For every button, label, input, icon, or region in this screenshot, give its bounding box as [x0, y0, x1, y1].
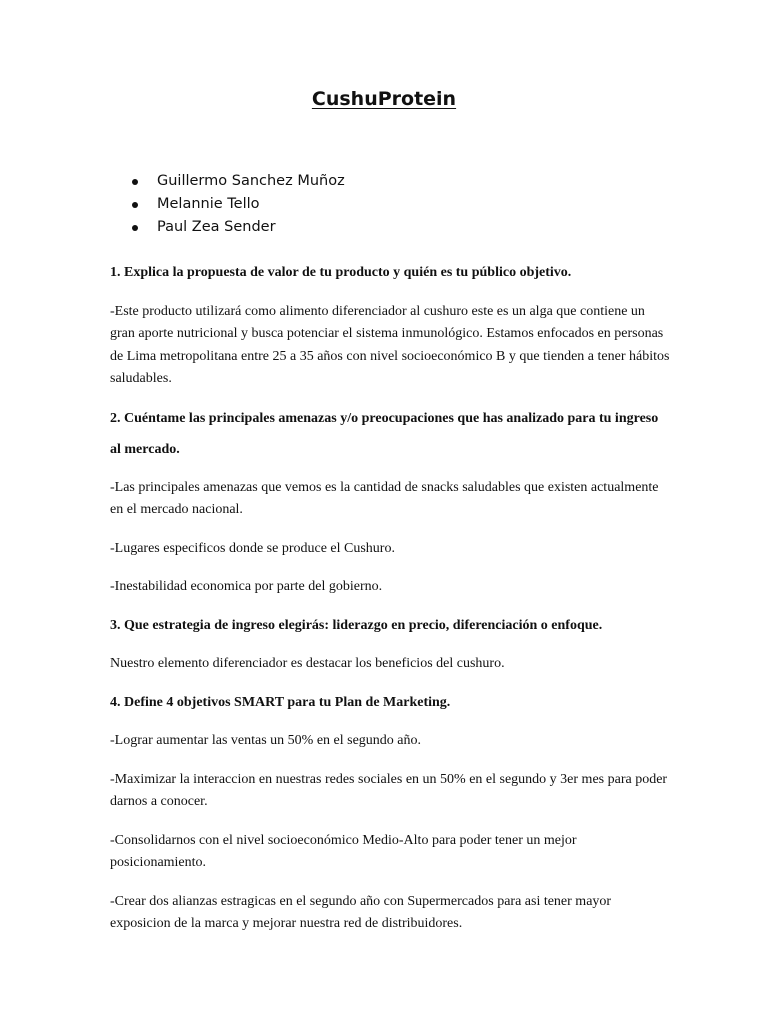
- answer-paragraph: Nuestro elemento diferenciador es destacar los beneficios del cushuro.: [110, 656, 505, 671]
- bullet-icon: [132, 179, 138, 185]
- author-item: [130, 216, 345, 239]
- document-title: CushuProtein: [311, 88, 457, 110]
- answer-paragraph: -Lograr aumentar las ventas un 50% en el segundo año.: [110, 733, 422, 748]
- question-1: 1. Explica la propuesta de valor de tu producto y quién es tu público objetivo.: [110, 265, 572, 280]
- answer-paragraph: -Las principales amenazas que vemos es la cantidad de snacks saludables que existen actualmente en el mercado nacional.: [110, 479, 659, 517]
- author-item: [130, 170, 345, 193]
- author-name: Melannie Tello: [157, 196, 260, 212]
- author-item: [130, 193, 345, 216]
- author-name: Guillermo Sanchez Muñoz: [157, 173, 345, 189]
- answer-paragraph: -Consolidarnos con el nivel socioeconómico Medio-Alto para poder tener un mejor posicionamiento.: [110, 832, 577, 870]
- author-name: Paul Zea Sender: [157, 219, 276, 235]
- author-list: [130, 170, 345, 239]
- question-4: 4. Define 4 objetivos SMART para tu Plan de Marketing.: [110, 694, 451, 710]
- bullet-icon: [132, 225, 138, 231]
- answer-paragraph: -Crear dos alianzas estragicas en el segundo año con Supermercados para asi tener mayor exposicion de la marca y mejorar nuestra red de distribuidores.: [110, 893, 612, 931]
- document-body: [110, 262, 670, 952]
- answer-paragraph: -Maximizar la interaccion en nuestras redes sociales en un 50% en el segundo y 3er mes para poder darnos a conocer.: [110, 771, 668, 809]
- answer-paragraph: -Inestabilidad economica por parte del gobierno.: [110, 579, 383, 594]
- answer-paragraph: -Este producto utilizará como alimento diferenciador al cushuro este es un alga que contiene un gran aporte nutricional y busca potenciar el sistema inmunológico. Estamos enfocados en personas de Lima metropolitana entre 25 a 35 años con nivel socioeconómico B y que tienden a tener hábitos saludables.: [110, 303, 670, 386]
- question-3: 3. Que estrategia de ingreso elegirás: liderazgo en precio, diferenciación o enfoque.: [110, 617, 603, 633]
- question-2: 2. Cuéntame las principales amenazas y/o preocupaciones que has analizado para tu ingreso al mercado.: [110, 410, 659, 457]
- answer-paragraph: -Lugares especificos donde se produce el Cushuro.: [110, 540, 395, 556]
- bullet-icon: [132, 202, 138, 208]
